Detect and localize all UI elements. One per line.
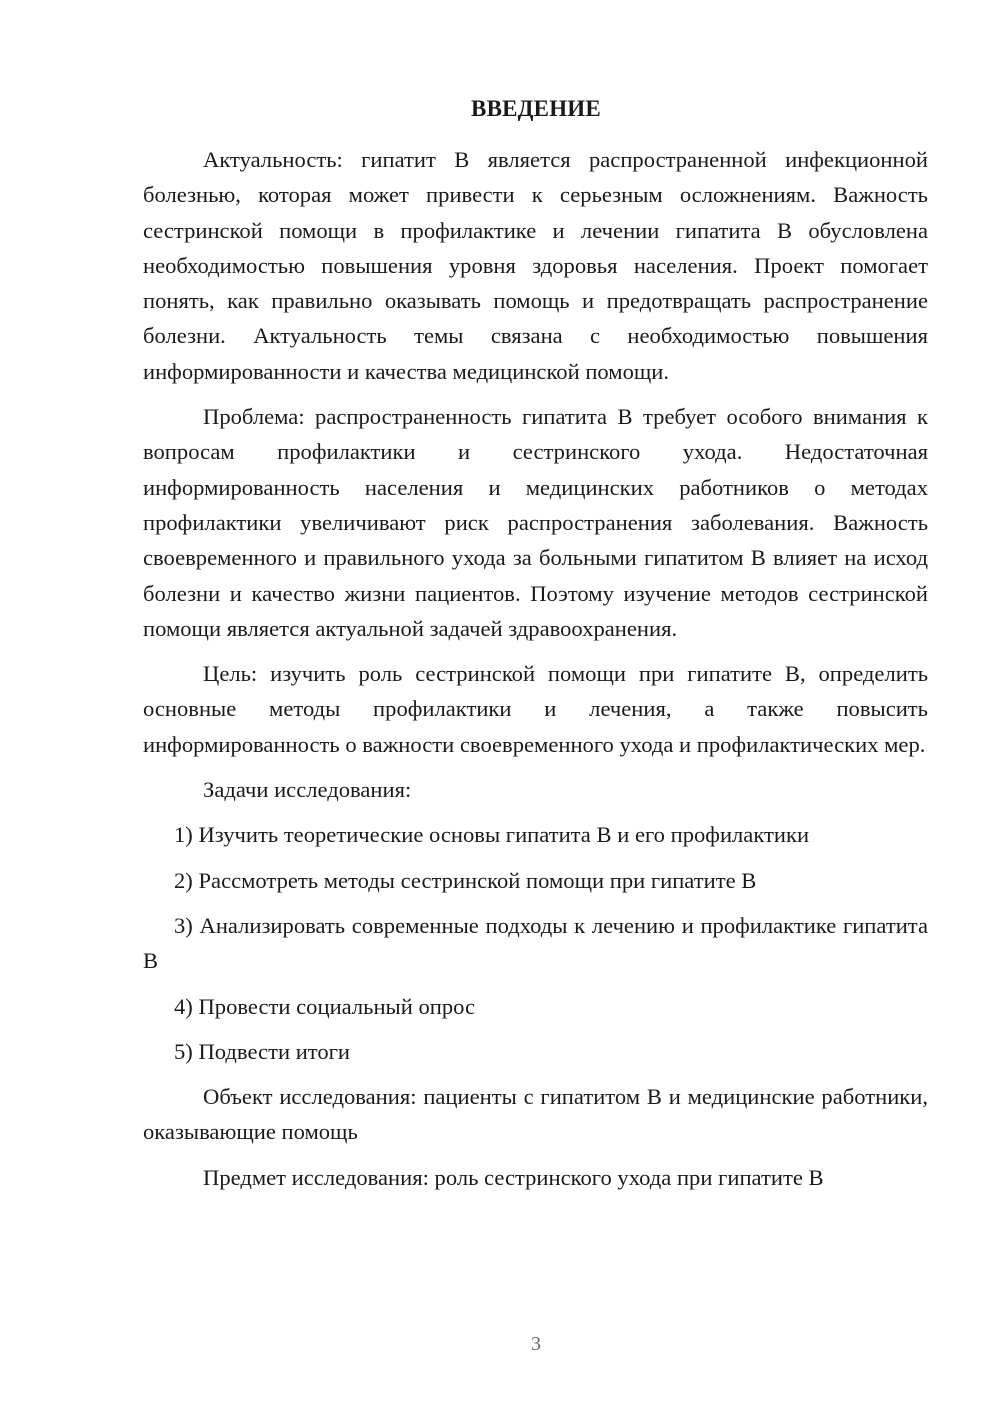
document-body xyxy=(143,142,928,1205)
page-title: ВВЕДЕНИЕ xyxy=(471,96,601,121)
task-item: 3) Анализировать современные подходы к лечению и профилактике гипатита В xyxy=(143,912,928,974)
task-item: 2) Рассмотреть методы сестринской помощи при гипатите В xyxy=(174,867,757,893)
paragraph-problem: Проблема: распространенность гипатита В требует особого внимания к вопросам профилактики и сестринского ухода. Недостаточная информированность населения и медицинских работников о методах профилактики увеличивают риск распространения заболевания. Важность своевременного и правильного ухода за больными гипатитом В влияет на исход болезни и качество жизни пациентов. Поэтому изучение методов сестринской помощи является актуальной задачей здравоохранения. xyxy=(143,404,928,641)
tasks-heading: Задачи исследования: xyxy=(203,777,412,803)
paragraph-subject: Предмет исследования: роль сестринского ухода при гипатите В xyxy=(203,1164,824,1190)
task-item: 5) Подвести итоги xyxy=(174,1038,351,1064)
task-item: 1) Изучить теоретические основы гипатита В и его профилактики xyxy=(174,822,810,848)
paragraph-relevance: Актуальность: гипатит В является распространенной инфекционной болезнью, которая может привести к серьезным осложнениям. Важность сестринской помощи в профилактике и лечении гипатита В обусловлена необходимостью повышения уровня здоровья населения. Проект помогает понять, как правильно оказывать помощь и предотвращать распространение болезни. Актуальность темы связана с необходимостью повышения информированности и качества медицинской помощи. xyxy=(143,147,928,384)
paragraph-goal: Цель: изучить роль сестринской помощи при гипатите В, определить основные методы профилактики и лечения, а также повысить информированность о важности своевременного ухода и профилактических мер. xyxy=(143,661,928,757)
page-number: 3 xyxy=(531,1333,541,1355)
task-item: 4) Провести социальный опрос xyxy=(174,993,476,1019)
paragraph-object: Объект исследования: пациенты с гипатитом В и медицинские работники, оказывающие помощь xyxy=(143,1084,928,1145)
